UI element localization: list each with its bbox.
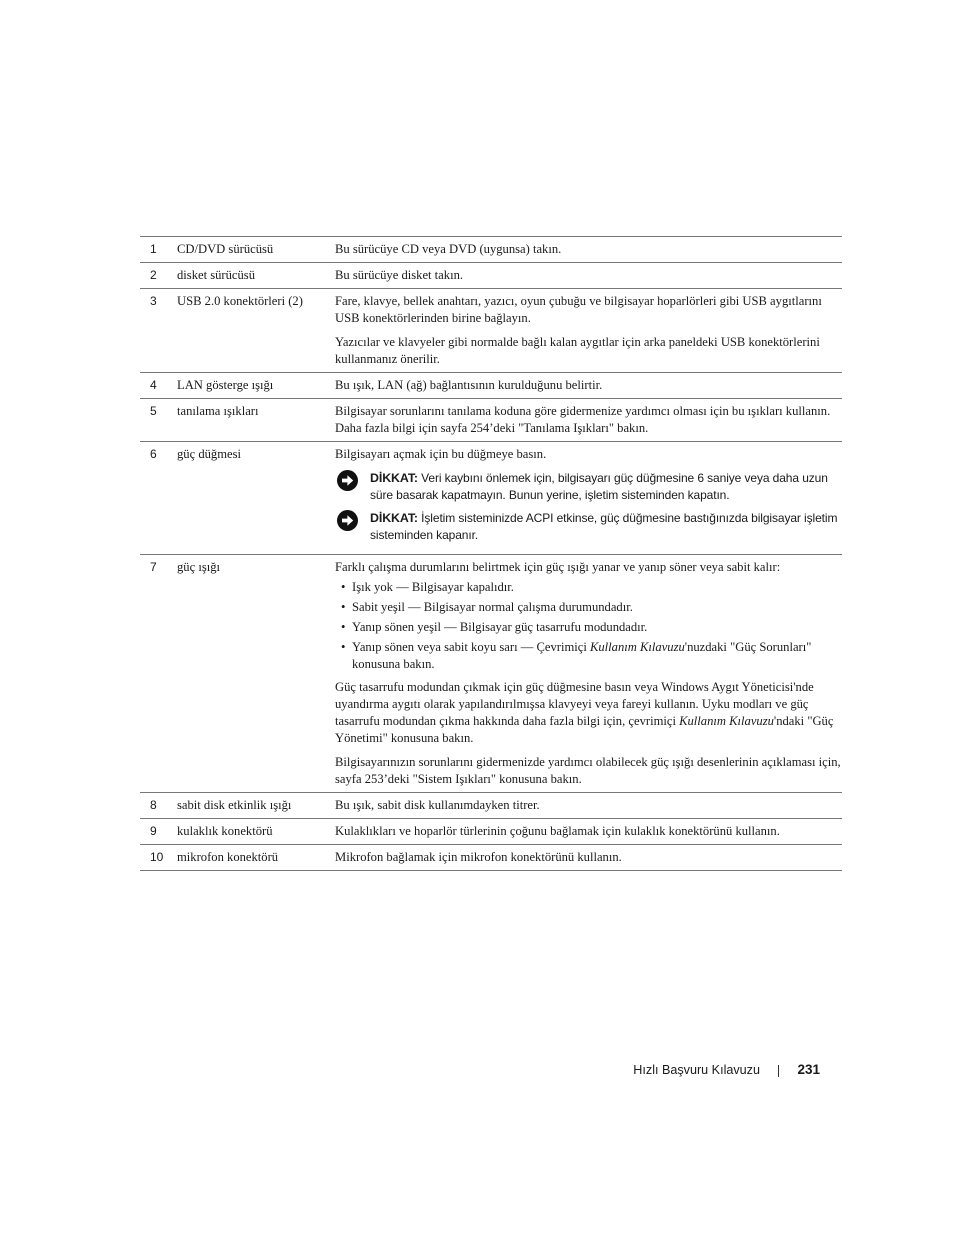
page-footer — [0, 1062, 820, 1080]
row-name: kulaklık konektörü — [177, 824, 273, 838]
footer-divider — [778, 1065, 779, 1077]
row-name: LAN gösterge ışığı — [177, 378, 274, 392]
bullet-glyph: • — [341, 640, 346, 654]
row-description: Kulaklıkları ve hoparlör türlerinin çoğunu bağlamak için kulaklık konektörünü kullanın. — [335, 824, 780, 838]
row-number: 2 — [150, 268, 157, 282]
row-description: Bu sürücüye disket takın. — [335, 268, 464, 282]
reference-table — [140, 236, 842, 871]
row-description: Bu sürücüye CD veya DVD (uygunsa) takın. — [335, 242, 562, 256]
description-paragraph: Bilgisayarınızın sorunlarını gidermenizde yardımcı olabilecek güç ışığı desenlerinin açıklaması için, sayfa 253’deki "Sistem Işıkları" konusuna bakın. — [335, 755, 841, 786]
row-number: 9 — [150, 824, 157, 838]
row-name: sabit disk etkinlik ışığı — [177, 798, 292, 812]
row-description: Bu ışık, sabit disk kullanımdayken titrer. — [335, 798, 540, 812]
row-description — [335, 442, 842, 555]
notice-block — [335, 510, 842, 544]
list-item: • Yanıp sönen yeşil — Bilgisayar güç tasarrufu modundadır. — [341, 620, 648, 634]
row-description: Mikrofon bağlamak için mikrofon konektörünü kullanın. — [335, 850, 622, 864]
notice-text: İşletim sisteminizde ACPI etkinse, güç düğmesine bastığınızda bilgisayar işletim sisteminden kapanır. — [370, 511, 838, 542]
bullet-glyph: • — [341, 580, 346, 594]
table-row — [140, 845, 842, 871]
table-row — [140, 373, 842, 399]
table-row — [140, 263, 842, 289]
list-item: • Yanıp sönen veya sabit koyu sarı — Çevrimiçi Kullanım Kılavuzu'nuzdaki "Güç Sorunları" konusuna bakın. — [341, 640, 812, 671]
row-description: Bu ışık, LAN (ağ) bağlantısının kurulduğunu belirtir. — [335, 378, 603, 392]
row-number: 6 — [150, 447, 157, 461]
notice-arrow-icon — [337, 470, 358, 491]
row-name: güç ışığı — [177, 560, 221, 574]
footer-title: Hızlı Başvuru Kılavuzu — [633, 1063, 760, 1077]
notice-label: DİKKAT: — [370, 471, 418, 485]
description-paragraph: Fare, klavye, bellek anahtarı, yazıcı, oyun çubuğu ve bilgisayar hoparlörleri gibi USB aygıtlarını USB konektörlerinden birine bağlayın. — [335, 294, 822, 325]
table-row — [140, 237, 842, 263]
row-number: 3 — [150, 294, 157, 308]
row-number: 8 — [150, 798, 157, 812]
row-name: güç düğmesi — [177, 447, 242, 461]
row-description: Bilgisayar sorunlarını tanılama koduna göre gidermenize yardımcı olması için bu ışıkları kullanın. Daha fazla bilgi için sayfa 254’deki "Tanılama Işıkları" bakın. — [335, 404, 831, 435]
row-name: USB 2.0 konektörleri (2) — [177, 294, 303, 308]
table-row — [140, 289, 842, 373]
row-number: 10 — [150, 850, 164, 864]
row-number: 4 — [150, 378, 157, 392]
row-name: disket sürücüsü — [177, 268, 256, 282]
row-number: 5 — [150, 404, 157, 418]
description-paragraph: Farklı çalışma durumlarını belirtmek için güç ışığı yanar ve yanıp söner veya sabit kalır: — [335, 560, 781, 574]
bullet-glyph: • — [341, 620, 346, 634]
page-number: 231 — [797, 1062, 820, 1077]
bullet-glyph: • — [341, 600, 346, 614]
row-description — [335, 289, 842, 373]
row-name: CD/DVD sürücüsü — [177, 242, 274, 256]
row-description — [335, 555, 842, 793]
table-row — [140, 819, 842, 845]
notice-block — [335, 470, 842, 504]
table-row — [140, 442, 842, 555]
description-paragraph: Güç tasarrufu modundan çıkmak için güç düğmesine basın veya Windows Aygıt Yöneticisi'nde uyandırma aygıtı olarak yapılandırılmışsa klavyeyi veya fareyi kullanın. Uyku modları ve güç tasarrufu modundan çıkma hakkında daha fazla bilgi için, çevrimiçi Kullanım Kılavuzu'ndaki "Güç Yönetimi" konusuna bakın. — [335, 680, 834, 745]
table-row — [140, 793, 842, 819]
row-name: mikrofon konektörü — [177, 850, 279, 864]
row-number: 1 — [150, 242, 157, 256]
list-item: • Sabit yeşil — Bilgisayar normal çalışma durumundadır. — [341, 600, 633, 614]
row-number: 7 — [150, 560, 157, 574]
table-row — [140, 399, 842, 442]
notice-text: Veri kaybını önlemek için, bilgisayarı güç düğmesine 6 saniye veya daha uzun süre basarak kapatmayın. Bunun yerine, işletim sisteminden kapatın. — [370, 471, 828, 502]
notice-arrow-icon — [337, 510, 358, 531]
list-item: • Işık yok — Bilgisayar kapalıdır. — [341, 580, 514, 594]
notice-label: DİKKAT: — [370, 511, 418, 525]
bullet-list — [335, 579, 842, 673]
description-paragraph: Bilgisayarı açmak için bu düğmeye basın. — [335, 447, 547, 461]
description-paragraph: Yazıcılar ve klavyeler gibi normalde bağlı kalan aygıtlar için arka paneldeki USB konektörlerini kullanmanız önerilir. — [335, 335, 820, 366]
table-row — [140, 555, 842, 793]
row-name: tanılama ışıkları — [177, 404, 259, 418]
